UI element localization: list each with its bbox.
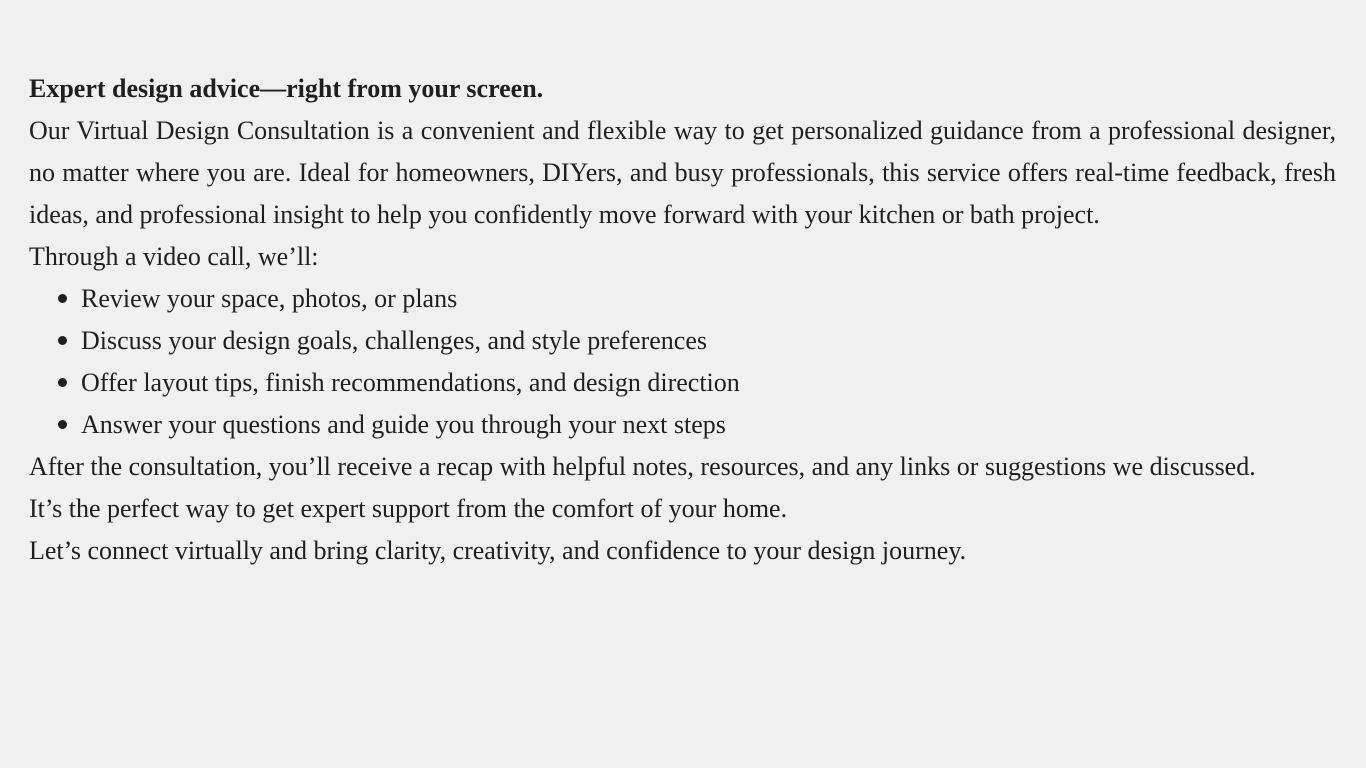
list-item <box>81 404 1336 446</box>
after-paragraph: After the consultation, you’ll receive a recap with helpful notes, resources, and any links or suggestions we discussed. <box>29 452 1256 481</box>
list-item-text: Answer your questions and guide you through your next steps <box>81 410 726 439</box>
list-item <box>81 362 1336 404</box>
bullet-icon <box>58 294 67 303</box>
list-item <box>81 278 1336 320</box>
service-list <box>29 278 1336 446</box>
list-item-text: Review your space, photos, or plans <box>81 284 458 313</box>
bullet-icon <box>58 336 67 345</box>
comfort-paragraph: It’s the perfect way to get expert support from the comfort of your home. <box>29 494 788 523</box>
bullet-icon <box>58 378 67 387</box>
section-heading: Expert design advice—right from your screen. <box>29 74 544 103</box>
list-item-text: Offer layout tips, finish recommendations, and design direction <box>81 368 740 397</box>
intro-paragraph: Our Virtual Design Consultation is a convenient and flexible way to get personalized guidance from a professional designer, no matter where you are. Ideal for homeowners, DIYers, and busy professionals, this service offers real-time feedback, fresh ideas, and professional insight to help you confidently move forward with your kitchen or bath project. <box>29 116 1336 229</box>
consultation-content <box>29 68 1336 572</box>
bullet-icon <box>58 420 67 429</box>
list-item-text: Discuss your design goals, challenges, and style preferences <box>81 326 707 355</box>
list-lead-paragraph: Through a video call, we’ll: <box>29 242 319 271</box>
list-item <box>81 320 1336 362</box>
closing-paragraph: Let’s connect virtually and bring clarity, creativity, and confidence to your design journey. <box>29 536 967 565</box>
